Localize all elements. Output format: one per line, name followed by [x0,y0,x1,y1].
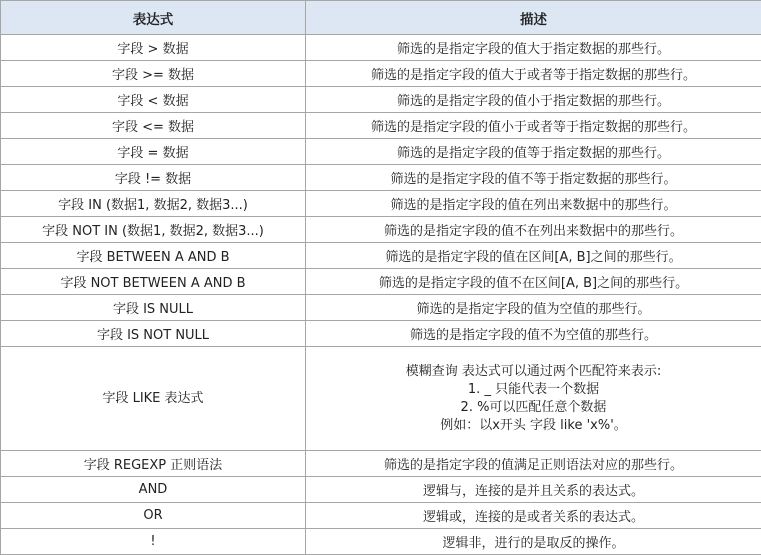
description-cell: 筛选的是指定字段的值在列出来数据中的那些行。 [306,191,761,217]
column-header-description: 描述 [306,1,761,35]
table-row [1,477,761,503]
table-row [1,217,761,243]
expression-cell: 字段 = 数据 [1,139,306,165]
description-line: 2. %可以匹配任意个数据 [460,399,607,415]
expression-cell: 字段 > 数据 [1,35,306,61]
table-row [1,503,761,529]
table-row [1,139,761,165]
expression-cell: AND [1,477,306,503]
description-line: 例如：以x开头 字段 like 'x%'。 [440,417,627,433]
expression-cell: OR [1,503,306,529]
table-row [1,35,761,61]
table-row [1,529,761,555]
table-row [1,61,761,87]
description-cell: 筛选的是指定字段的值在区间[A, B]之间的那些行。 [306,243,761,269]
description-cell: 筛选的是指定字段的值不等于指定数据的那些行。 [306,165,761,191]
expression-cell: 字段 <= 数据 [1,113,306,139]
description-cell: 逻辑与，连接的是并且关系的表达式。 [306,477,761,503]
expression-cell: 字段 IN (数据1, 数据2, 数据3...) [1,191,306,217]
description-cell: 筛选的是指定字段的值等于指定数据的那些行。 [306,139,761,165]
description-cell: 筛选的是指定字段的值小于或者等于指定数据的那些行。 [306,113,761,139]
table-header-row [1,1,761,35]
expression-cell: 字段 BETWEEN A AND B [1,243,306,269]
description-cell: 筛选的是指定字段的值大于或者等于指定数据的那些行。 [306,61,761,87]
expression-cell: 字段 IS NOT NULL [1,321,306,347]
expression-cell: 字段 IS NULL [1,295,306,321]
description-cell: 筛选的是指定字段的值小于指定数据的那些行。 [306,87,761,113]
description-cell: 逻辑或，连接的是或者关系的表达式。 [306,503,761,529]
description-cell: 筛选的是指定字段的值满足正则语法对应的那些行。 [306,451,761,477]
description-cell: 筛选的是指定字段的值为空值的那些行。 [306,295,761,321]
table-row [1,295,761,321]
table-row [1,321,761,347]
description-cell: 筛选的是指定字段的值大于指定数据的那些行。 [306,35,761,61]
description-cell: 筛选的是指定字段的值不在列出来数据中的那些行。 [306,217,761,243]
table-row [1,269,761,295]
expression-cell: 字段 >= 数据 [1,61,306,87]
description-cell: 筛选的是指定字段的值不在区间[A, B]之间的那些行。 [306,269,761,295]
expression-cell: 字段 NOT BETWEEN A AND B [1,269,306,295]
table-row [1,347,761,451]
table-row [1,451,761,477]
expression-cell: 字段 != 数据 [1,165,306,191]
table-row [1,113,761,139]
table-row [1,165,761,191]
expression-cell: 字段 REGEXP 正则语法 [1,451,306,477]
description-cell [306,347,761,451]
column-header-expression: 表达式 [1,1,306,35]
description-cell: 筛选的是指定字段的值不为空值的那些行。 [306,321,761,347]
description-line: 模糊查询 表达式可以通过两个匹配符来表示: [405,363,662,379]
table-row [1,87,761,113]
table-row [1,243,761,269]
expression-cell: 字段 < 数据 [1,87,306,113]
expression-cell: 字段 NOT IN (数据1, 数据2, 数据3...) [1,217,306,243]
expression-cell: 字段 LIKE 表达式 [1,347,306,451]
description-line: 1. _ 只能代表一个数据 [467,381,600,397]
expression-cell: ! [1,529,306,555]
description-cell: 逻辑非，进行的是取反的操作。 [306,529,761,555]
table-row [1,191,761,217]
